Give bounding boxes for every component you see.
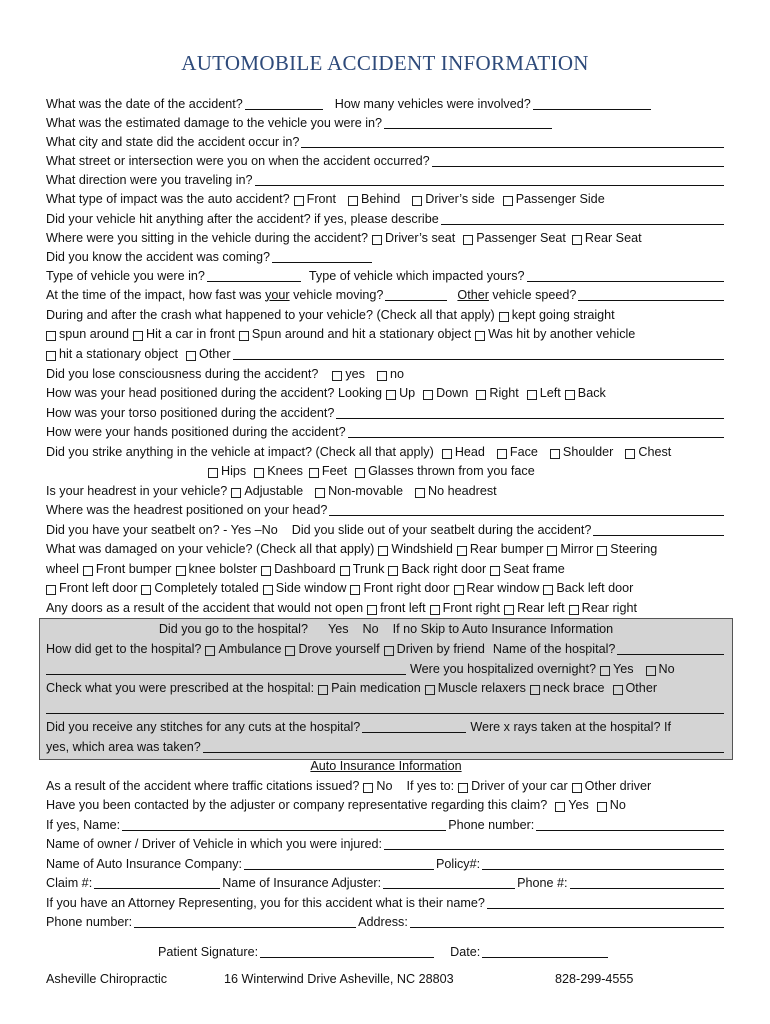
opt-rear-bumper: Rear bumper [469, 541, 544, 556]
checkbox-spun-around[interactable] [46, 331, 56, 341]
checkbox-pain-med[interactable] [318, 685, 328, 695]
row-strike-2 [208, 459, 708, 479]
checkbox-strike-glasses[interactable] [355, 468, 365, 478]
checkbox-crash-other[interactable] [186, 351, 196, 361]
label-speed-a: At the time of the impact, how fast was [46, 287, 262, 302]
label-policy: Policy#: [436, 856, 481, 871]
label-damage: What was the estimated damage to the vehicle you were in? [46, 115, 383, 130]
opt-dashboard: Dashboard [274, 561, 336, 576]
opt-hospital-yes[interactable]: Yes [327, 621, 349, 636]
checkbox-steering[interactable] [597, 546, 607, 556]
field-adjuster-contact-name[interactable] [122, 818, 446, 831]
opt-strike-shoulder: Shoulder [562, 444, 614, 459]
checkbox-door-rear-right[interactable] [569, 605, 579, 615]
row-torso [46, 401, 726, 421]
field-date[interactable] [245, 97, 323, 110]
opt-conscious-yes: yes [345, 366, 365, 381]
opt-windshield: Windshield [391, 541, 453, 556]
checkbox-strike-shoulder[interactable] [550, 449, 560, 459]
label-crash-what: During and after the crash what happened to your vehicle? (Check all that apply) [46, 307, 495, 322]
row-date [46, 92, 726, 112]
field-other-speed[interactable] [578, 288, 724, 301]
row-damaged [46, 537, 726, 557]
opt-citation-driver: Driver of your car [471, 778, 568, 793]
opt-drivers-side: Driver’s side [425, 191, 495, 206]
field-owner[interactable] [384, 837, 724, 850]
checkbox-rear-bumper[interactable] [457, 546, 467, 556]
label-speed-your: your [265, 287, 290, 302]
field-stitches[interactable] [362, 720, 466, 733]
opt-pain-med: Pain medication [331, 680, 421, 695]
checkbox-mirror[interactable] [547, 546, 557, 556]
opt-strike-head: Head [454, 444, 485, 459]
label-impact-type: What type of impact was the auto accident? [46, 191, 290, 206]
row-crash-opts-2 [46, 342, 726, 362]
row-hospital-overnight [46, 657, 726, 677]
field-adjuster[interactable] [383, 876, 515, 889]
checkbox-neck-brace[interactable] [530, 685, 540, 695]
checkbox-head-up[interactable] [386, 390, 396, 400]
opt-door-front-right: Front right [442, 600, 501, 615]
label-direction: What direction were you traveling in? [46, 172, 253, 187]
field-attorney[interactable] [487, 896, 724, 909]
field-hospital-name[interactable] [617, 642, 724, 655]
field-coming[interactable] [272, 250, 372, 263]
checkbox-door-front-left[interactable] [367, 605, 377, 615]
field-xray-area[interactable] [203, 740, 724, 753]
checkbox-strike-face[interactable] [497, 449, 507, 459]
label-prescribed: Check what you were prescribed at the hospital: [46, 680, 315, 695]
opt-strike-hips: Hips [221, 463, 247, 478]
label-patient-signature: Patient Signature: [158, 944, 259, 959]
opt-non-movable: Non-movable [328, 483, 404, 498]
field-attorney-address[interactable] [410, 915, 724, 928]
opt-passenger-side: Passenger Side [515, 191, 605, 206]
insurance-heading: Auto Insurance Information [310, 758, 462, 773]
opt-side-window: Side window [275, 580, 347, 595]
row-sitting [46, 226, 726, 246]
opt-citations-no: No [376, 778, 393, 793]
label-hands: How were your hands positioned during the accident? [46, 424, 346, 439]
checkbox-non-movable[interactable] [315, 488, 325, 498]
row-hit-after [46, 207, 726, 227]
label-hospital-went: Did you go to the hospital? [158, 621, 308, 636]
checkbox-strike-chest[interactable] [625, 449, 635, 459]
checkbox-drivers-seat[interactable] [372, 235, 382, 245]
row-seatbelt [46, 518, 726, 538]
label-attorney-phone: Phone number: [46, 914, 133, 929]
checkbox-drivers-side[interactable] [412, 196, 422, 206]
label-company: Name of Auto Insurance Company: [46, 856, 243, 871]
row-head [46, 381, 726, 401]
checkbox-knee-bolster[interactable] [176, 566, 186, 576]
checkbox-side-window[interactable] [263, 585, 273, 595]
row-xray-area [46, 735, 726, 755]
opt-hit-car: Hit a car in front [146, 326, 235, 341]
row-damaged-2 [46, 557, 726, 577]
opt-hit-by-vehicle: Was hit by another vehicle [488, 326, 636, 341]
label-torso: How was your torso positioned during the accident? [46, 405, 335, 420]
checkbox-hit-stationary[interactable] [46, 351, 56, 361]
opt-crash-other: Other [199, 346, 231, 361]
row-city [46, 130, 726, 150]
label-headrest-where: Where was the headrest positioned on your head? [46, 502, 328, 517]
opt-head-left: Left [539, 385, 561, 400]
label-doors: Any doors as a result of the accident that would not open [46, 600, 364, 615]
opt-seat-frame: Seat frame [503, 561, 565, 576]
row-stitches [46, 715, 726, 735]
field-city[interactable] [301, 135, 724, 148]
opt-back-left-door: Back left door [556, 580, 634, 595]
field-claim[interactable] [94, 876, 220, 889]
field-phone-number[interactable] [536, 818, 724, 831]
field-company[interactable] [244, 857, 434, 870]
field-crash-other[interactable] [233, 347, 724, 360]
label-hospital-skip: If no Skip to Auto Insurance Information [392, 621, 614, 636]
checkbox-front-right-door[interactable] [350, 585, 360, 595]
label-attorney: If you have an Attorney Representing, you for this accident what is their name? [46, 895, 485, 910]
row-citations [46, 774, 726, 794]
checkbox-citations-no[interactable] [363, 783, 373, 793]
opt-door-front-left: front left [380, 600, 426, 615]
label-hospital-how: How did get to the hospital? [46, 641, 202, 656]
label-citations: As a result of the accident where traffic citations issued? [46, 778, 360, 793]
label-speed-b: vehicle moving? [293, 287, 384, 302]
field-hospital-name-cont[interactable] [46, 662, 406, 675]
label-type-impacted: Type of vehicle which impacted yours? [308, 268, 525, 283]
opt-conscious-no: no [389, 366, 404, 381]
opt-strike-chest: Chest [638, 444, 672, 459]
checkbox-strike-knees[interactable] [254, 468, 264, 478]
field-type-in[interactable] [207, 269, 301, 282]
label-coming: Did you know the accident was coming? [46, 249, 271, 264]
opt-strike-knees: Knees [267, 463, 303, 478]
opt-door-rear-right: Rear right [581, 600, 637, 615]
row-impact-type [46, 187, 726, 207]
label-conscious: Did you lose consciousness during the accident? [46, 366, 319, 381]
field-direction[interactable] [255, 173, 725, 186]
row-damaged-3 [46, 576, 726, 596]
label-if-yes-name: If yes, Name: [46, 817, 121, 832]
checkbox-spun-hit[interactable] [239, 331, 249, 341]
checkbox-conscious-yes[interactable] [332, 371, 342, 381]
opt-strike-glasses: Glasses thrown from you face [368, 463, 535, 478]
opt-front-bumper: Front bumper [95, 561, 172, 576]
row-conscious [46, 362, 726, 382]
label-xrays: Were x rays taken at the hospital? If [470, 719, 671, 734]
opt-totaled: Completely totaled [154, 580, 259, 595]
checkbox-head-right[interactable] [476, 390, 486, 400]
label-sitting: Where were you sitting in the vehicle during the accident? [46, 230, 369, 245]
row-company [46, 852, 726, 872]
label-vehicles: How many vehicles were involved? [334, 96, 531, 111]
opt-trunk: Trunk [352, 561, 385, 576]
row-crash-what [46, 303, 726, 323]
label-stitches: Did you receive any stitches for any cuts at the hospital? [46, 719, 361, 734]
checkbox-behind[interactable] [348, 196, 358, 206]
opt-front: Front [306, 191, 337, 206]
opt-hospital-no[interactable]: No [362, 621, 379, 636]
label-phone-number: Phone number: [448, 817, 535, 832]
opt-mirror: Mirror [560, 541, 594, 556]
checkbox-overnight-yes[interactable] [600, 666, 610, 676]
label-contacted: Have you been contacted by the adjuster or company representative regarding this claim? [46, 797, 548, 812]
checkbox-contacted-yes[interactable] [555, 802, 565, 812]
opt-steering: Steering [610, 541, 658, 556]
row-insurance-heading [46, 754, 726, 774]
label-overnight: Were you hospitalized overnight? [410, 661, 596, 676]
checkbox-door-rear-left[interactable] [504, 605, 514, 615]
checkbox-back-right-door[interactable] [388, 566, 398, 576]
opt-hit-stationary: hit a stationary object [59, 346, 179, 361]
field-prescribed-other[interactable] [46, 701, 724, 714]
checkbox-citation-driver[interactable] [458, 783, 468, 793]
label-xray-area: yes, which area was taken? [46, 739, 201, 754]
row-direction [46, 168, 726, 188]
checkbox-driven-friend[interactable] [384, 646, 394, 656]
field-adjuster-phone[interactable] [570, 876, 724, 889]
checkbox-head-left[interactable] [527, 390, 537, 400]
checkbox-trunk[interactable] [340, 566, 350, 576]
row-attorney [46, 891, 726, 911]
field-torso[interactable] [336, 406, 724, 419]
row-adjuster-name [46, 813, 726, 833]
checkbox-strike-hips[interactable] [208, 468, 218, 478]
checkbox-windshield[interactable] [378, 546, 388, 556]
opt-strike-feet: Feet [321, 463, 348, 478]
row-contacted [46, 793, 726, 813]
opt-front-left-door: Front left door [59, 580, 138, 595]
checkbox-citation-other[interactable] [572, 783, 582, 793]
opt-overnight-no: No [658, 661, 675, 676]
checkbox-back-left-door[interactable] [543, 585, 553, 595]
field-policy[interactable] [482, 857, 724, 870]
row-damage [46, 111, 726, 131]
opt-door-rear-left: Rear left [517, 600, 565, 615]
field-your-speed[interactable] [385, 288, 447, 301]
opt-head-right: Right [489, 385, 519, 400]
opt-head-up: Up [399, 385, 416, 400]
opt-rear-window: Rear window [466, 580, 540, 595]
field-vehicles[interactable] [533, 97, 651, 110]
checkbox-door-front-right[interactable] [430, 605, 440, 615]
checkbox-front[interactable] [294, 196, 304, 206]
row-signature [158, 940, 628, 960]
checkbox-strike-feet[interactable] [309, 468, 319, 478]
row-claim [46, 871, 726, 891]
opt-head-down: Down [436, 385, 469, 400]
opt-passenger-seat: Passenger Seat [476, 230, 566, 245]
footer-address: 16 Winterwind Drive Asheville, NC 28803 [224, 972, 454, 986]
checkbox-seat-frame[interactable] [490, 566, 500, 576]
label-damaged: What was damaged on your vehicle? (Check all that apply) [46, 541, 375, 556]
checkbox-hit-car[interactable] [133, 331, 143, 341]
field-signature-date[interactable] [482, 945, 608, 958]
label-city: What city and state did the accident occur in? [46, 134, 300, 149]
opt-drivers-seat: Driver’s seat [385, 230, 456, 245]
checkbox-dashboard[interactable] [261, 566, 271, 576]
opt-overnight-yes: Yes [613, 661, 634, 676]
checkbox-prescribed-other[interactable] [613, 685, 623, 695]
row-headrest-where [46, 498, 726, 518]
row-attorney-contact [46, 910, 726, 930]
opt-prescribed-other: Other [625, 680, 658, 695]
row-vehicle-type [46, 264, 726, 284]
field-patient-signature[interactable] [260, 945, 434, 958]
checkbox-rear-window[interactable] [454, 585, 464, 595]
label-adjuster: Name of Insurance Adjuster: [222, 875, 382, 890]
field-headrest-where[interactable] [329, 503, 724, 516]
row-coming [46, 245, 726, 265]
field-type-impacted[interactable] [527, 269, 724, 282]
label-phone-hash: Phone #: [517, 875, 568, 890]
label-type-in: Type of vehicle you were in? [46, 268, 205, 283]
checkbox-head-back[interactable] [565, 390, 575, 400]
label-head: How was your head positioned during the accident? Looking [46, 385, 383, 400]
checkbox-passenger-seat[interactable] [463, 235, 473, 245]
checkbox-strike-head[interactable] [442, 449, 452, 459]
checkbox-front-bumper[interactable] [83, 566, 93, 576]
checkbox-front-left-door[interactable] [46, 585, 56, 595]
row-speed [46, 283, 726, 303]
field-street[interactable] [432, 154, 724, 167]
field-hands[interactable] [348, 425, 724, 438]
field-hit-after[interactable] [441, 212, 724, 225]
row-prescribed-blank [46, 696, 726, 716]
checkbox-overnight-no[interactable] [646, 666, 656, 676]
checkbox-rear-seat[interactable] [572, 235, 582, 245]
label-seatbelt: Did you have your seatbelt on? - Yes –No [46, 522, 278, 537]
field-attorney-phone[interactable] [134, 915, 356, 928]
opt-back-right-door: Back right door [401, 561, 487, 576]
opt-contacted-yes: Yes [568, 797, 589, 812]
opt-kept-straight: kept going straight [511, 307, 615, 322]
label-if-yes-to: If yes to: [406, 778, 455, 793]
checkbox-adjustable[interactable] [231, 488, 241, 498]
checkbox-hit-by-vehicle[interactable] [475, 331, 485, 341]
row-prescribed [46, 676, 726, 696]
row-street [46, 149, 726, 169]
label-owner: Name of owner / Driver of Vehicle in which you were injured: [46, 836, 382, 851]
opt-contacted-no: No [609, 797, 626, 812]
label-claim: Claim #: [46, 875, 93, 890]
row-owner [46, 832, 726, 852]
label-hit-after: Did your vehicle hit anything after the accident? if yes, please describe [46, 211, 439, 226]
label-date: What was the date of the accident? [46, 96, 243, 111]
checkbox-kept-straight[interactable] [499, 312, 509, 322]
label-slide: Did you slide out of your seatbelt during the accident? [291, 522, 592, 537]
label-signature-date: Date: [450, 944, 481, 959]
form-title: AUTOMOBILE ACCIDENT INFORMATION [181, 51, 589, 75]
label-other-word: Other [457, 287, 489, 302]
opt-head-back: Back [577, 385, 606, 400]
field-slide[interactable] [593, 523, 724, 536]
checkbox-no-headrest[interactable] [415, 488, 425, 498]
label-headrest: Is your headrest in your vehicle? [46, 483, 228, 498]
opt-strike-face: Face [509, 444, 538, 459]
label-street: What street or intersection were you on when the accident occurred? [46, 153, 430, 168]
opt-driven-friend: Driven by friend [396, 641, 485, 656]
checkbox-contacted-no[interactable] [597, 802, 607, 812]
checkbox-ambulance[interactable] [205, 646, 215, 656]
label-strike: Did you strike anything in the vehicle at impact? (Check all that apply) [46, 444, 434, 459]
row-hospital-how [46, 637, 726, 657]
opt-front-right-door: Front right door [363, 580, 450, 595]
opt-muscle-relaxers: Muscle relaxers [437, 680, 526, 695]
opt-spun-around: spun around [59, 326, 130, 341]
label-wheel: wheel [46, 561, 79, 576]
label-other-speed: vehicle speed? [492, 287, 577, 302]
row-doors [46, 596, 726, 616]
checkbox-drove-yourself[interactable] [285, 646, 295, 656]
footer-practice-name: Asheville Chiropractic [46, 972, 168, 986]
footer-phone: 828-299-4555 [555, 972, 634, 986]
opt-rear-seat: Rear Seat [584, 230, 642, 245]
opt-adjustable: Adjustable [244, 483, 304, 498]
label-hospital-name: Name of the hospital? [492, 641, 616, 656]
opt-neck-brace: neck brace [542, 680, 605, 695]
opt-no-headrest: No headrest [428, 483, 497, 498]
checkbox-passenger-side[interactable] [503, 196, 513, 206]
opt-citation-other: Other driver [584, 778, 652, 793]
row-hospital-went [46, 617, 726, 637]
row-crash-opts [46, 322, 726, 342]
checkbox-conscious-no[interactable] [377, 371, 387, 381]
opt-ambulance: Ambulance [218, 641, 282, 656]
checkbox-muscle-relaxers[interactable] [425, 685, 435, 695]
opt-knee-bolster: knee bolster [188, 561, 258, 576]
field-damage[interactable] [384, 116, 552, 129]
row-strike [46, 440, 726, 460]
opt-behind: Behind [361, 191, 401, 206]
checkbox-totaled[interactable] [141, 585, 151, 595]
label-attorney-address: Address: [358, 914, 408, 929]
checkbox-head-down[interactable] [423, 390, 433, 400]
opt-spun-hit: Spun around and hit a stationary object [251, 326, 472, 341]
row-headrest [46, 479, 726, 499]
row-hands [46, 420, 726, 440]
opt-drove-yourself: Drove yourself [298, 641, 380, 656]
